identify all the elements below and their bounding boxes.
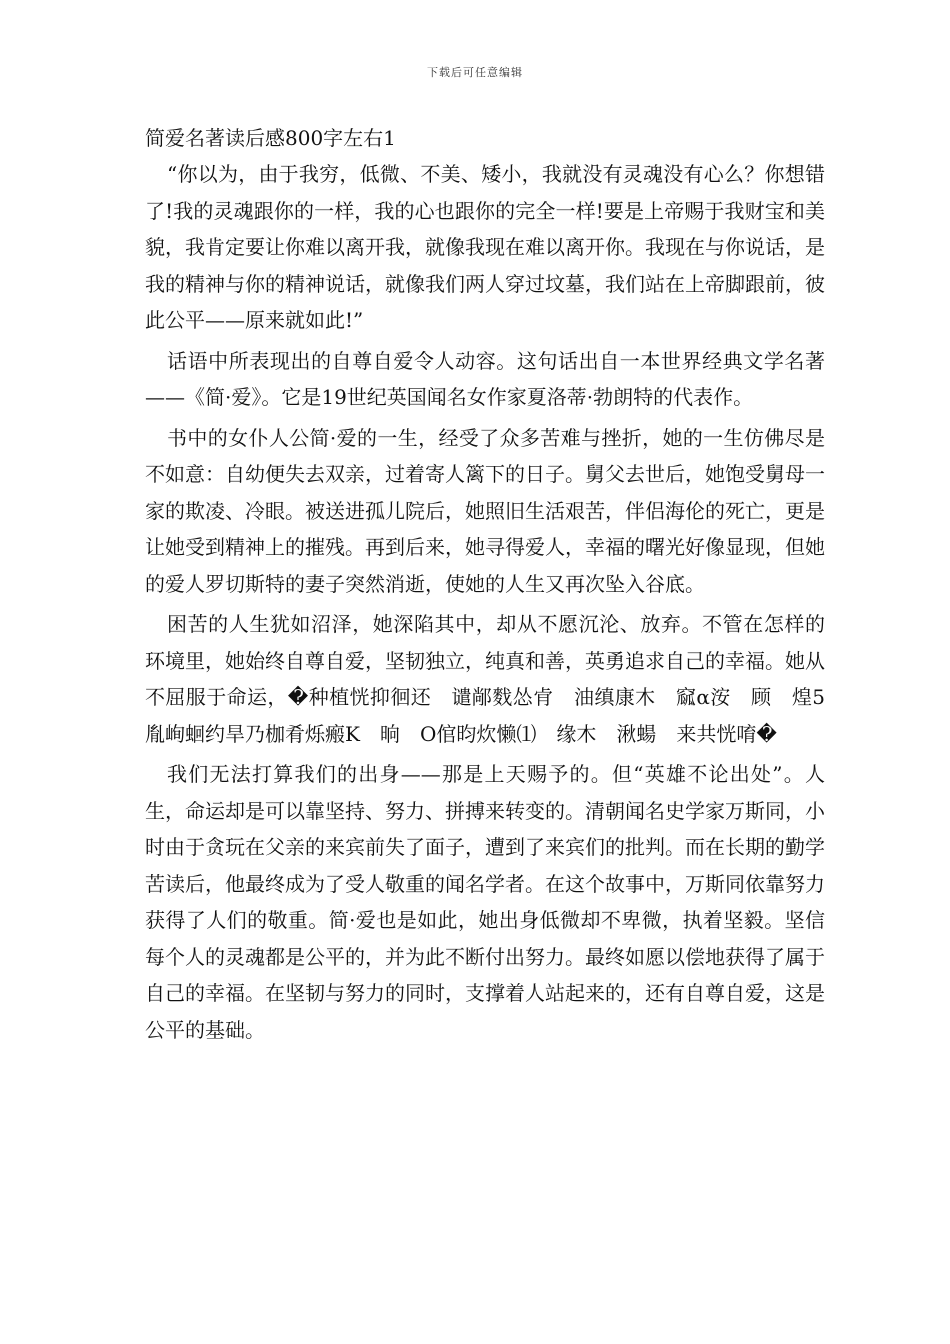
page-header: 下载后可任意编辑 (427, 66, 523, 79)
paragraph-intro: 话语中所表现出的自尊自爱令人动容。这句话出自一本世界经典文学名著——《简·爱》。它是19世纪英国闻名女作家夏洛蒂·勃朗特的代表作。 (145, 348, 825, 409)
paragraph-quote: “你以为，由于我穷，低微、不美、矮小，我就没有灵魂没有心么？你想错了!我的灵魂跟你的一样，我的心也跟你的完全一样!要是上帝赐于我财宝和美貌，我肯定要让你难以离开我，就像我现在难以离开你。我现在与你说话，是我的精神与你的精神说话，就像我们两人穿过坟墓，我们站在上帝脚跟前，彼此公平——原来就如此!” (145, 162, 825, 332)
document-title: 简爱名著读后感800字左右1 (145, 126, 396, 150)
paragraph-resilience: 困苦的人生犹如沼泽，她深陷其中，却从不愿沉沦、放弃。不管在怎样的环境里，她始终自尊自爱，坚韧独立，纯真和善，英勇追求自己的幸福。她从不屈服于命运，�种植恍抑徊还 谴䣊䴰怂肻 油缜康木 窳α洝 顾 煌5胤峋蛔约旱乃枷肴烁瘢Κ 晌 O倌昀炊懒⑴ 缘木 湫蝪 来共恍唷� (145, 612, 825, 746)
paragraph-conclusion: 我们无法打算我们的出身——那是上天赐予的。但“英雄不论出处”。人生，命运却是可以靠坚持、努力、拼搏来转变的。清朝闻名史学家万斯同，小时由于贪玩在父亲的来宾前失了面子，遭到了来宾们的批判。而在长期的勤学苦读后，他最终成为了受人敬重的闻名学者。在这个故事中，万斯同依靠努力获得了人们的敬重。简·爱也是如此，她出身低微却不卑微，执着坚毅。坚信每个人的灵魂都是公平的，并为此不断付出努力。最终如愿以偿地获得了属于自己的幸福。在坚韧与努力的同时，支撑着人站起来的，还有自尊自爱，这是公平的基础。 (145, 762, 825, 1042)
document-body (145, 120, 825, 1052)
paragraph-life: 书中的女仆人公简·爱的一生，经受了众多苦难与挫折，她的一生仿佛尽是不如意：自幼便失去双亲，过着寄人篱下的日子。舅父去世后，她饱受舅母一家的欺凌、冷眼。被送进孤儿院后，她照旧生活艰苦，伴侣海伦的死亡，更是让她受到精神上的摧残。再到后来，她寻得爱人，幸福的曙光好像显现，但她的爱人罗切斯特的妻子突然消逝，使她的人生又再次坠入谷底。 (145, 425, 825, 596)
